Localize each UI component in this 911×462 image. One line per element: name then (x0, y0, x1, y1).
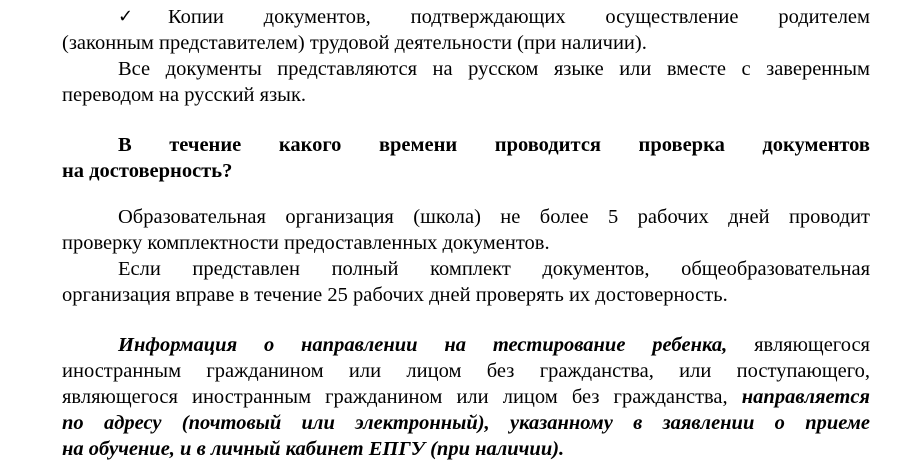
info-paragraph-line-5: на обучение, и в личный кабинет ЕПГУ (при наличии). (62, 438, 565, 460)
document-page (62, 4, 870, 462)
checkmark-icon: ✓ (118, 6, 134, 27)
question-heading-line-2: на достоверность? (62, 160, 233, 182)
info-paragraph-line-4: по адресу (почтовый или электронный), указанному в заявлении о приеме (62, 412, 870, 434)
check-paragraph-line-1: Образовательная организация (школа) не более 5 рабочих дней проводит (118, 206, 870, 228)
info-text-3: являющегося иностранным гражданином или лицом без гражданства, (62, 386, 742, 408)
bullet-text-line-2: (законным представителем) трудовой деятельности (при наличии). (62, 32, 647, 54)
language-paragraph-line-1: Все документы представляются на русском языке или вместе с заверенным (118, 58, 870, 80)
bullet-item (62, 4, 870, 30)
full-set-paragraph-line-1: Если представлен полный комплект документов, общеобразовательная (118, 258, 870, 280)
full-set-paragraph-line-2: организация вправе в течение 25 рабочих дней проверять их достоверность. (62, 284, 728, 306)
spacer (62, 184, 870, 204)
info-emphasis-1: Информация о направлении на тестирование ребенка, (118, 334, 728, 356)
info-paragraph-line-2: иностранным гражданином или лицом без гражданства, или поступающего, (62, 360, 870, 382)
info-emphasis-3: направляется (741, 386, 870, 408)
bullet-text-line-1: Копии документов, подтверждающих осуществление родителем (168, 6, 870, 28)
spacer (62, 108, 870, 132)
language-paragraph-line-2: переводом на русский язык. (62, 84, 307, 106)
question-heading-line-1: В течение какого времени проводится проверка документов (118, 134, 870, 156)
check-paragraph-line-2: проверку комплектности предоставленных документов. (62, 232, 550, 254)
info-paragraph-line-3 (62, 384, 870, 410)
spacer (62, 308, 870, 332)
info-paragraph-line-1 (62, 332, 870, 358)
info-text-1: являющегося (727, 334, 870, 356)
